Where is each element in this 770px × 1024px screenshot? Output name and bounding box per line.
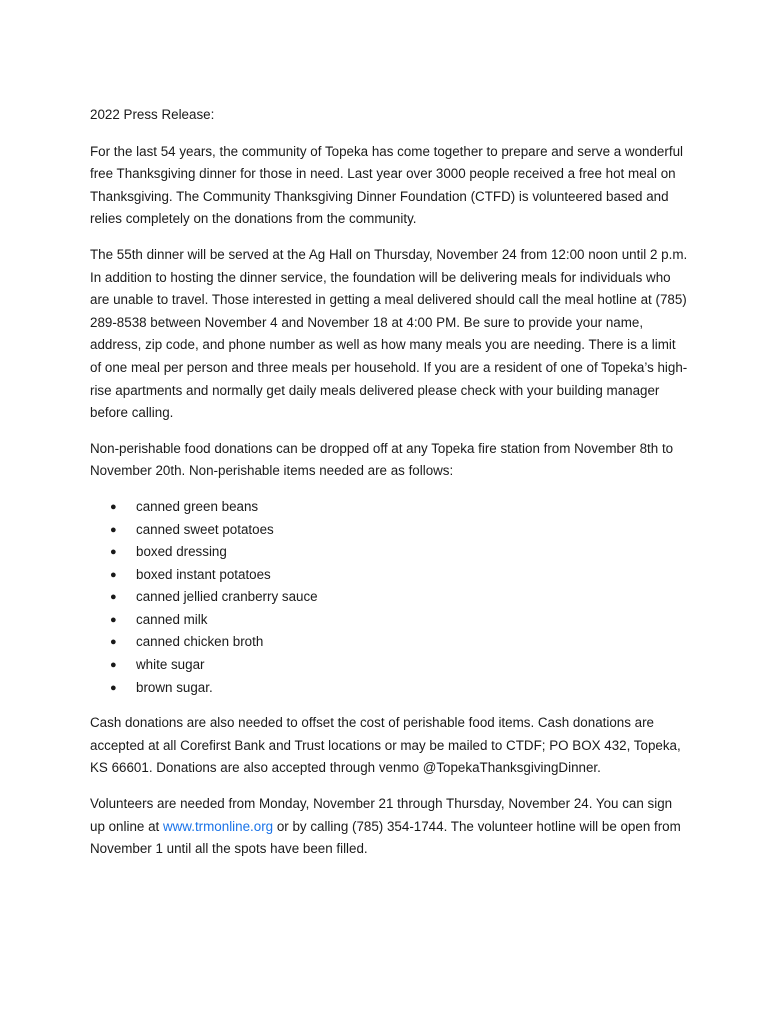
volunteer-signup-link[interactable]: www.trmonline.org — [162, 818, 274, 834]
volunteers-text-start: Volunteers are needed from Monday, November 21 through Thursday, November 24. You can sign up online at — [90, 796, 673, 834]
list-item — [90, 564, 690, 587]
paragraph-dinner-details: The 55th dinner will be served at the Ag Hall on Thursday, November 24 from 12:00 noon until 2 p.m. In addition to hosting the dinner service, the foundation will be delivering meals for individuals who are unable to travel. Those interested in getting a meal delivered should call the meal hotline at (785) 289-8538 between November 4 and November 18 at 4:00 PM. Be sure to provide your name, address, zip code, and phone number as well as how many meals you are needing. There is a limit of one meal per person and three meals per household. If you are a resident of one of Topeka’s high-rise apartments and normally get daily meals delivered please check with your building manager before calling. — [90, 246, 688, 421]
bullet-icon: ● — [110, 500, 117, 513]
press-release-heading: 2022 Press Release: — [90, 107, 215, 122]
list-item — [90, 519, 690, 542]
volunteers-text-end: or by calling (785) 354-1744. The volunteer hotline will be open from November 1 until all the spots have been filled. — [90, 818, 681, 857]
list-item — [90, 677, 690, 700]
list-item-text: boxed instant potatoes — [136, 566, 271, 582]
paragraph-donations-intro: Non-perishable food donations can be dropped off at any Topeka fire station from November 8th to November 20th. Non-perishable items needed are as follows: — [90, 440, 674, 479]
document-page — [90, 104, 690, 874]
list-item-text: canned jellied cranberry sauce — [136, 589, 318, 605]
list-item — [90, 631, 690, 654]
list-item-text: canned sweet potatoes — [136, 521, 274, 537]
list-item — [90, 541, 690, 564]
list-item-text: boxed dressing — [136, 544, 227, 560]
list-item — [90, 496, 690, 519]
list-item-text: canned milk — [136, 611, 208, 627]
list-item-text: canned green beans — [136, 498, 259, 514]
bullet-icon: ● — [110, 613, 117, 626]
bullet-icon: ● — [110, 681, 117, 694]
bullet-icon: ● — [110, 523, 117, 536]
needed-items-list — [90, 496, 690, 699]
bullet-icon: ● — [110, 546, 117, 559]
list-item — [90, 609, 690, 632]
list-item — [90, 586, 690, 609]
paragraph-cash-donations: Cash donations are also needed to offset the cost of perishable food items. Cash donations are accepted at all Corefirst Bank and Trust locations or may be mailed to CTDF; PO BOX 432, Topeka, KS 66601. Donations are also accepted through venmo @TopekaThanksgivingDinner. — [90, 715, 681, 776]
list-item-text: canned chicken broth — [136, 634, 264, 650]
list-item — [90, 654, 690, 677]
bullet-icon: ● — [110, 636, 117, 649]
bullet-icon: ● — [110, 659, 117, 672]
list-item-text: white sugar — [136, 657, 205, 673]
bullet-icon: ● — [110, 591, 117, 604]
bullet-icon: ● — [110, 568, 117, 581]
paragraph-history: For the last 54 years, the community of Topeka has come together to prepare and serve a wonderful free Thanksgiving dinner for those in need. Last year over 3000 people received a free hot meal on Thanksgiving. The Community Thanksgiving Dinner Foundation (CTFD) is volunteered based and relies completely on the donations from the community. — [90, 143, 683, 227]
list-item-text: brown sugar. — [136, 679, 213, 695]
paragraph-volunteers — [90, 793, 690, 861]
